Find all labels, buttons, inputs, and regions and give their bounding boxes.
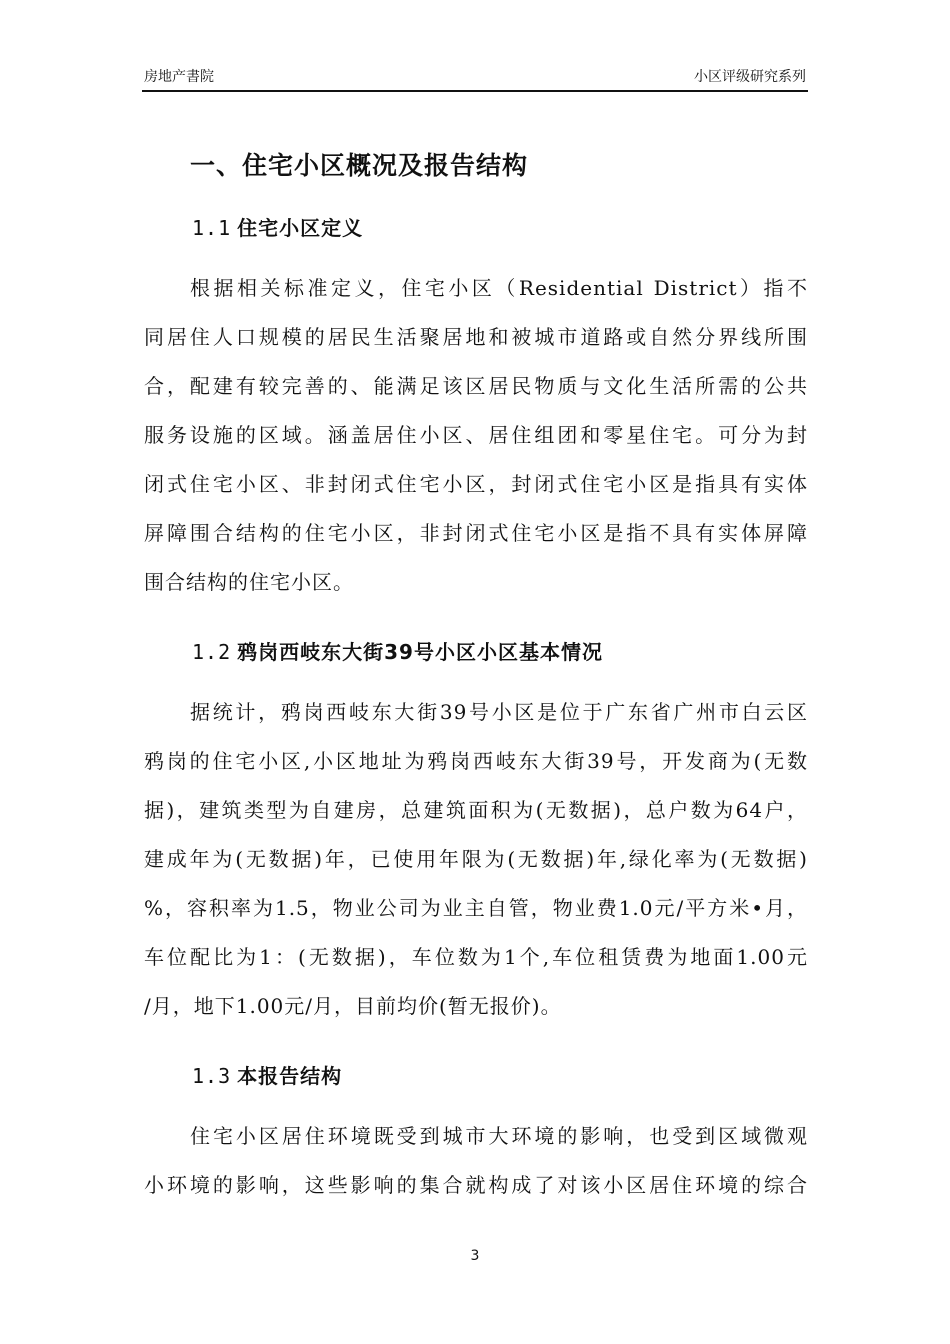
section-number: 1.1 bbox=[192, 216, 232, 240]
paragraph-line: 小环境的影响，这些影响的集合就构成了对该小区居住环境的综合 bbox=[144, 1173, 808, 1197]
paragraph-line: /月，地下1.00元/月，目前均价(暂无报价)。 bbox=[144, 994, 562, 1018]
header-series-title: 小区评级研究系列 bbox=[694, 69, 806, 85]
paragraph-line: %，容积率为1.5，物业公司为业主自管，物业费1.0元/平方米•月， bbox=[144, 896, 808, 920]
section-number: 1.2 bbox=[192, 640, 232, 664]
paragraph-line: 据)，建筑类型为自建房，总建筑面积为(无数据)，总户数为64户， bbox=[144, 798, 808, 822]
page-number: 3 bbox=[470, 1248, 480, 1264]
section-heading-1-3 bbox=[192, 1060, 342, 1089]
section-title: 本报告结构 bbox=[237, 1064, 343, 1088]
paragraph-line: 闭式住宅小区、非封闭式住宅小区，封闭式住宅小区是指具有实体 bbox=[144, 472, 808, 496]
section-number: 1.3 bbox=[192, 1064, 232, 1088]
paragraph-basic-info bbox=[144, 688, 808, 1031]
paragraph-line: 鸦岗的住宅小区,小区地址为鸦岗西岐东大街39号，开发商为(无数 bbox=[144, 749, 808, 773]
paragraph-report-structure bbox=[144, 1112, 808, 1210]
paragraph-definition bbox=[144, 264, 808, 607]
paragraph-line: 据统计，鸦岗西岐东大街39号小区是位于广东省广州市白云区 bbox=[190, 700, 808, 724]
paragraph-line: 建成年为(无数据)年，已使用年限为(无数据)年,绿化率为(无数据) bbox=[144, 847, 808, 871]
page-header bbox=[142, 66, 808, 92]
paragraph-line: 同居住人口规模的居民生活聚居地和被城市道路或自然分界线所围 bbox=[144, 325, 808, 349]
paragraph-line: 住宅小区居住环境既受到城市大环境的影响，也受到区域微观 bbox=[190, 1124, 808, 1148]
paragraph-line: 围合结构的住宅小区。 bbox=[144, 570, 354, 594]
paragraph-line: 服务设施的区域。涵盖居住小区、居住组团和零星住宅。可分为封 bbox=[144, 423, 808, 447]
header-publisher: 房地产書院 bbox=[144, 69, 214, 85]
chapter-title: 一、住宅小区概况及报告结构 bbox=[190, 151, 529, 180]
paragraph-line: 屏障围合结构的住宅小区，非封闭式住宅小区是指不具有实体屏障 bbox=[144, 521, 808, 545]
paragraph-line: 根据相关标准定义，住宅小区（Residential District）指不 bbox=[190, 276, 808, 300]
paragraph-line: 合，配建有较完善的、能满足该区居民物质与文化生活所需的公共 bbox=[144, 374, 808, 398]
section-heading-1-1 bbox=[192, 212, 363, 241]
section-heading-1-2 bbox=[192, 636, 603, 665]
paragraph-line: 车位配比为1：(无数据)，车位数为1个,车位租赁费为地面1.00元 bbox=[144, 945, 808, 969]
section-title: 住宅小区定义 bbox=[237, 216, 364, 240]
section-title: 鸦岗西岐东大街39号小区小区基本情况 bbox=[237, 640, 603, 664]
